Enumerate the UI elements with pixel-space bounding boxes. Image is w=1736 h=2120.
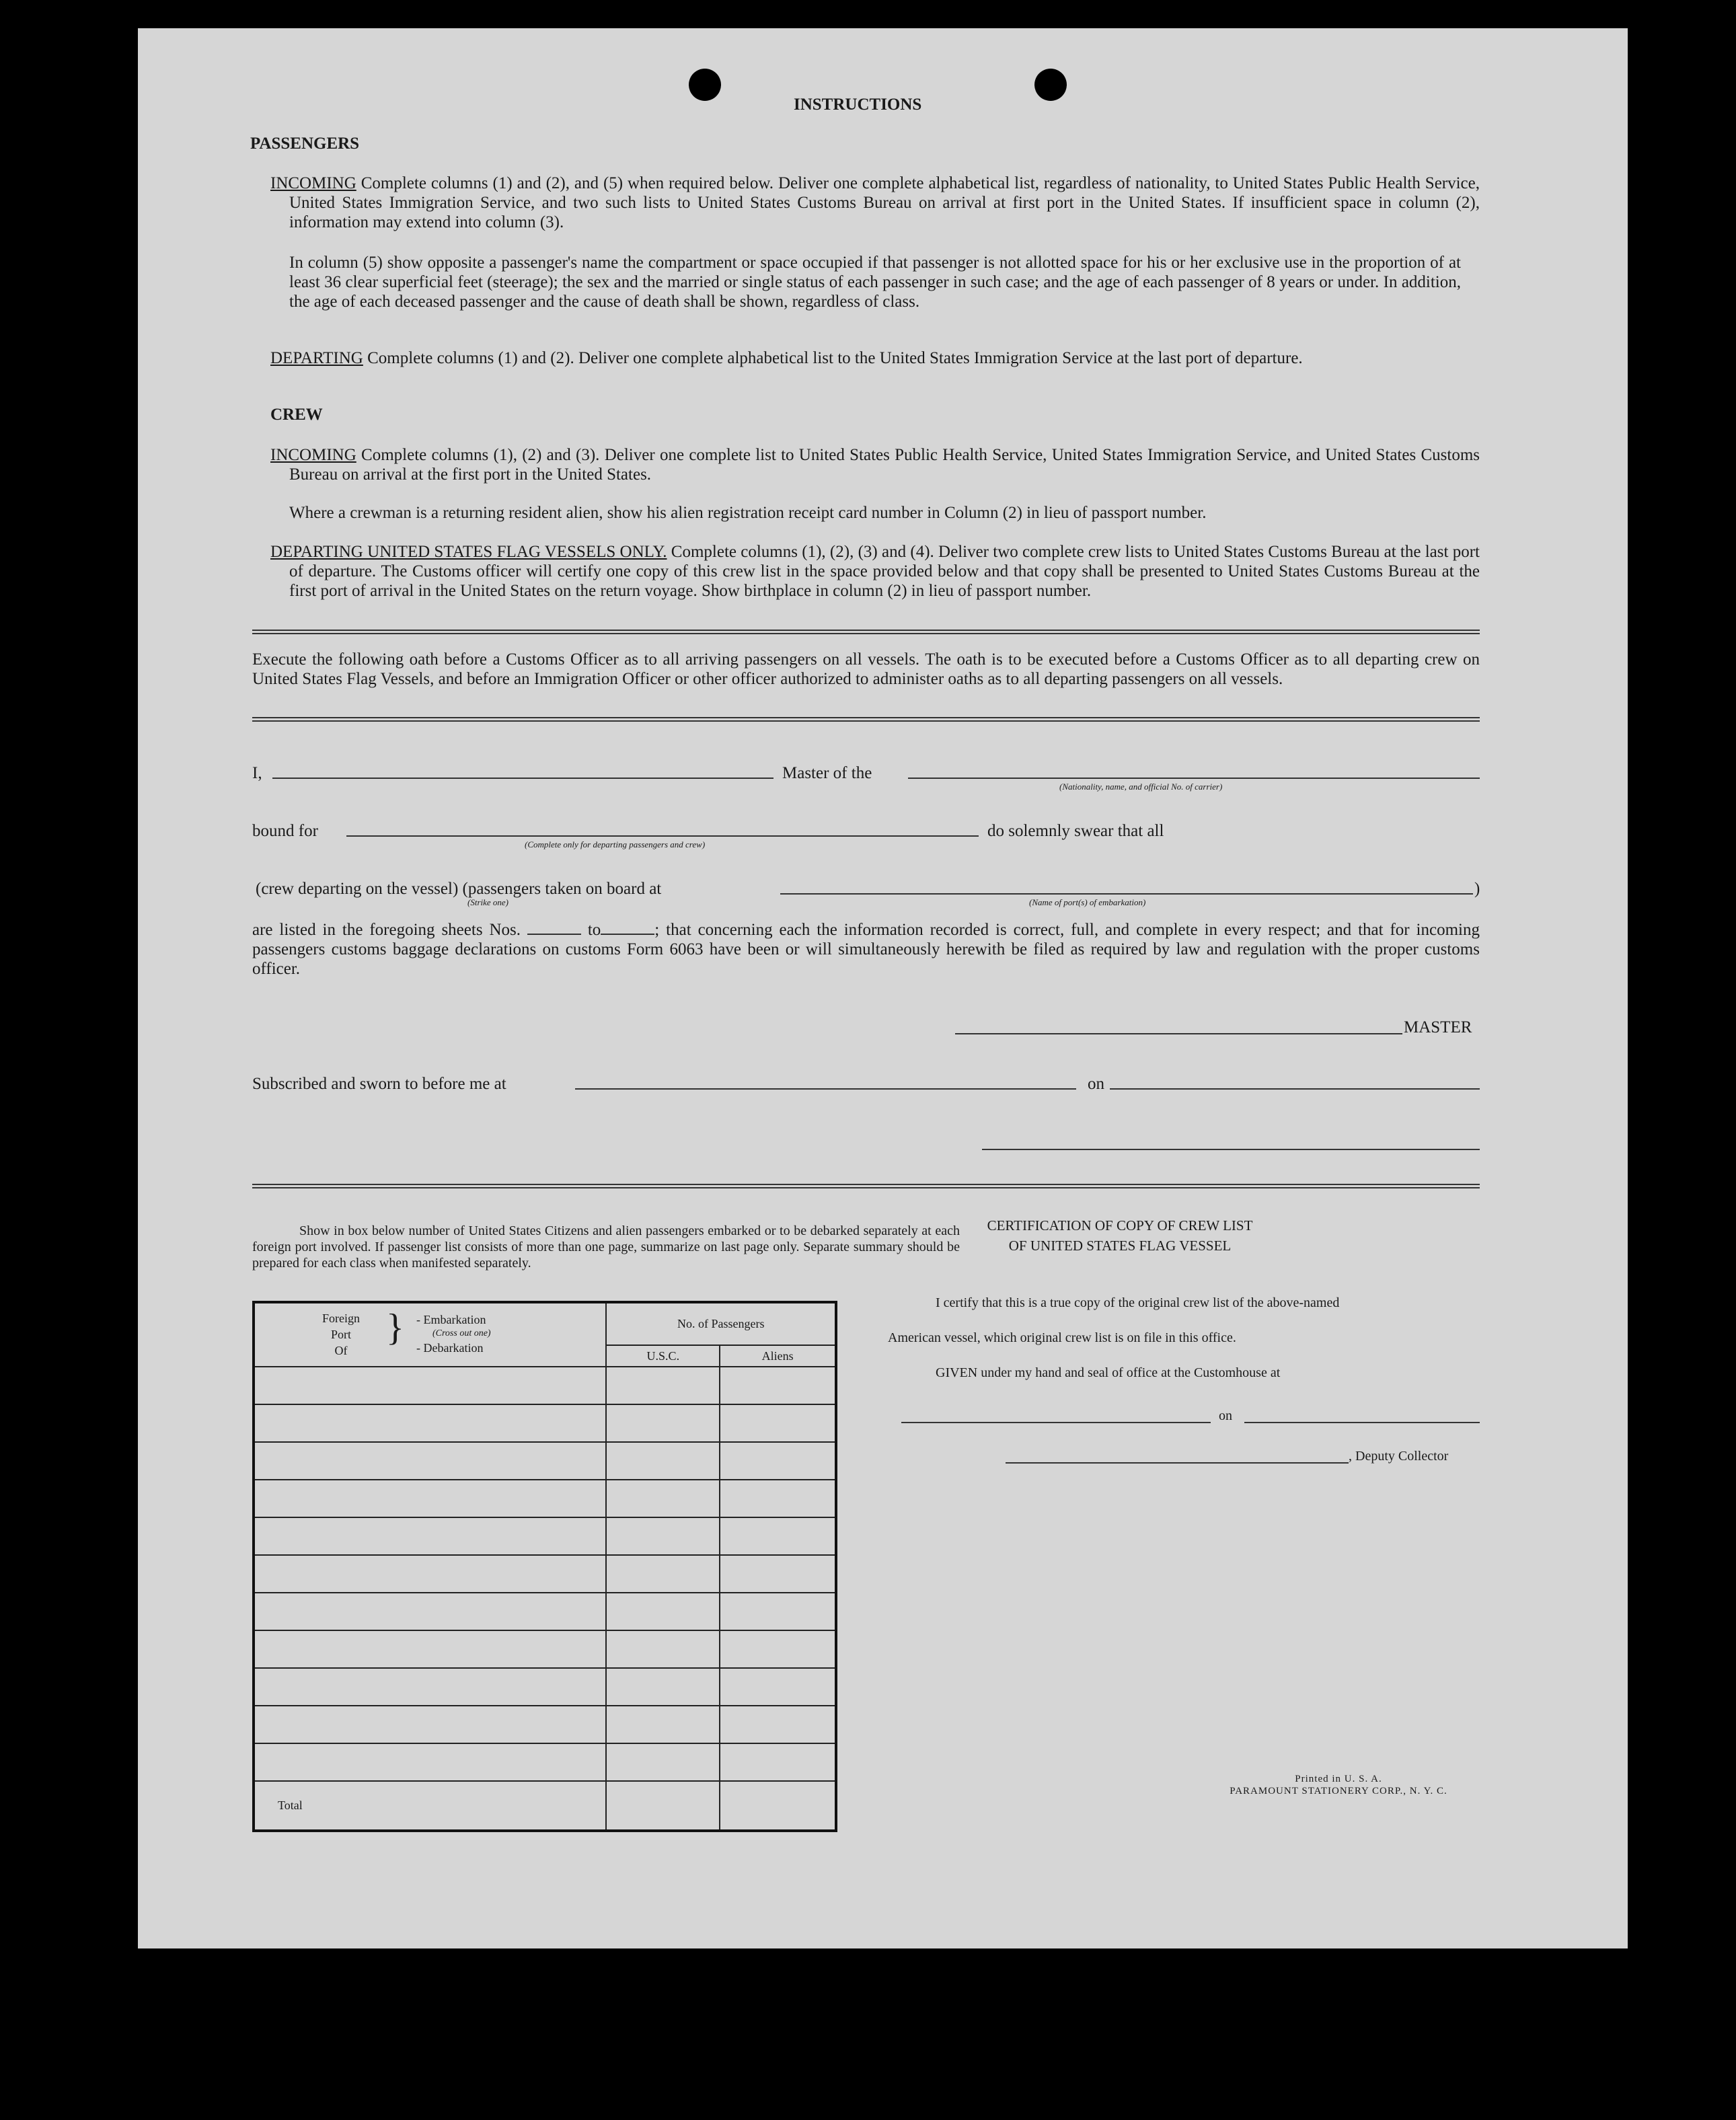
total-label: Total [254,1781,606,1831]
summary-row [254,1480,836,1517]
aliens-cell[interactable] [720,1517,836,1555]
given-text: GIVEN under my hand and seal of office at the Customhouse at [936,1365,1281,1380]
port-header-cell [254,1302,606,1367]
summary-row [254,1367,836,1404]
bound-for-caption: (Complete only for departing passengers and crew) [525,839,706,849]
cross-out-caption: (Cross out one) [432,1328,491,1338]
passengers-column5-paragraph: In column (5) show opposite a passenger's name the compartment or space occupied if that passenger is not allotted space for his or her exclusive use in the proportion of at least 36 clear superficial feet (steerage); the sex and the married or single status of each passenger in such case; and the age of each passenger of 8 years or under. In addition, the age of each deceased passenger and the cause of death shall be shown, regardless of class. [289,254,1461,311]
usc-cell[interactable] [606,1480,720,1517]
usc-cell[interactable] [606,1555,720,1593]
port-cell[interactable] [254,1743,606,1781]
master-name-field[interactable] [272,778,773,779]
passengers-departing-text: Complete columns (1) and (2). Deliver one complete alphabetical list to the United States Immigration Service at the last port of departure. [363,349,1303,367]
punch-hole-right [1034,69,1067,101]
summary-row [254,1706,836,1743]
usc-cell[interactable] [606,1404,720,1442]
listed-text: ; that concerning each the information recorded is correct, full, and complete in every respect; and that for incoming passengers customs baggage declarations on customs Form 6063 have been or will simultaneously herewith be filed as required by law and regulation with the proper customs officer. [252,921,1480,978]
usc-cell[interactable] [606,1593,720,1630]
close-paren: ) [1474,880,1480,898]
form-page [138,28,1628,1948]
usc-cell[interactable] [606,1706,720,1743]
passengers-incoming-text: Complete columns (1) and (2), and (5) when required below. Deliver one complete alphabetical list, regardless of nationality, to United States Public Health Service, United States Immigration Service, and two such lists to United States Customs Bureau on arrival at first port in the United States. If insufficient space in column (2), information may extend into column (3). [289,174,1480,231]
usc-cell[interactable] [606,1630,720,1668]
summary-row [254,1743,836,1781]
embarkation-label: - Embarkation [416,1313,486,1326]
crew-departing-paragraph [270,542,1480,601]
embarkation-options [416,1312,491,1356]
crew-resident-paragraph: Where a crewman is a returning resident alien, show his alien registration receipt card number in Column (2) in lieu of passport number. [289,504,1207,522]
aliens-header: Aliens [720,1345,836,1367]
port-label: Port [330,1328,351,1341]
bottom-divider [252,1184,1480,1188]
oath-intro: Execute the following oath before a Customs Officer as to all arriving passengers on all vessels. The oath is to be executed before a Customs Officer as to all departing crew on United States Flag Vessels, and before an Immigration Officer or other officer authorized to administer oaths as to all departing passengers on all vessels. [252,650,1480,688]
brace-icon: } [386,1307,404,1349]
aliens-cell[interactable] [720,1706,836,1743]
sheet-from-field[interactable] [527,921,581,935]
summary-row [254,1630,836,1668]
printed-line2: PARAMOUNT STATIONERY CORP., N. Y. C. [1230,1786,1447,1796]
port-cell[interactable] [254,1668,606,1706]
passenger-summary-table [252,1301,837,1832]
crew-incoming-text: Complete columns (1), (2) and (3). Deliver one complete list to United States Public Health Service, United States Immigration Service, and United States Customs Bureau on arrival at the first port in the United States. [289,446,1480,484]
passengers-incoming-paragraph [270,174,1480,232]
port-cell[interactable] [254,1593,606,1630]
aliens-cell[interactable] [720,1743,836,1781]
passengers-departing-paragraph [270,348,1480,368]
customhouse-field[interactable] [901,1422,1211,1423]
carrier-caption: (Nationality, name, and official No. of carrier) [1059,782,1223,792]
page-title: INSTRUCTIONS [794,96,922,114]
debarkation-label: - Debarkation [416,1341,484,1355]
summary-row [254,1404,836,1442]
printer-imprint [1187,1773,1490,1797]
port-cell[interactable] [254,1517,606,1555]
bound-for-label: bound for [252,822,318,840]
aliens-cell[interactable] [720,1480,836,1517]
punch-hole-left [689,69,721,101]
port-cell[interactable] [254,1706,606,1743]
deputy-signature-field[interactable] [1006,1462,1349,1464]
deputy-collector-label: , Deputy Collector [1349,1449,1449,1464]
certification-title-line1: CERTIFICATION OF COPY OF CREW LIST [987,1217,1253,1234]
master-signature-field[interactable] [955,1033,1402,1034]
subscribed-date-field[interactable] [1110,1088,1480,1090]
ports-caption: (Name of port(s) of embarkation) [1029,897,1146,907]
subscribed-label: Subscribed and sworn to before me at [252,1075,506,1093]
crew-heading: CREW [270,406,323,424]
port-cell[interactable] [254,1480,606,1517]
port-cell[interactable] [254,1555,606,1593]
officer-signature-field[interactable] [982,1149,1480,1150]
bound-for-field[interactable] [346,835,979,837]
cert-date-field[interactable] [1244,1422,1480,1423]
aliens-cell[interactable] [720,1367,836,1404]
usc-header: U.S.C. [606,1345,720,1367]
summary-row [254,1668,836,1706]
sheet-to-field[interactable] [601,921,654,935]
usc-cell[interactable] [606,1743,720,1781]
aliens-cell[interactable] [720,1404,836,1442]
total-usc-cell[interactable] [606,1781,720,1831]
printed-line1: Printed in U. S. A. [1295,1774,1382,1784]
aliens-cell[interactable] [720,1555,836,1593]
cert-on-label: on [1219,1408,1232,1423]
crew-incoming-label: INCOMING [270,446,356,464]
summary-row [254,1442,836,1480]
crew-incoming-paragraph [270,445,1480,484]
listed-paragraph [252,920,1480,979]
summary-row [254,1517,836,1555]
master-of-label: Master of the [782,764,872,782]
swear-label: do solemnly swear that all [987,822,1164,840]
of-label: Of [334,1344,348,1357]
no-of-passengers-header: No. of Passengers [606,1302,836,1345]
aliens-cell[interactable] [720,1593,836,1630]
embarkation-ports-field[interactable] [780,893,1473,895]
usc-cell[interactable] [606,1668,720,1706]
port-cell[interactable] [254,1442,606,1480]
aliens-cell[interactable] [720,1668,836,1706]
port-cell[interactable] [254,1630,606,1668]
summary-row [254,1593,836,1630]
subscribed-place-field[interactable] [575,1088,1076,1090]
summary-instructions: Show in box below number of United States Citizens and alien passengers embarked or to be debarked separately at each foreign port involved. If passenger list consists of more than one page, summarize on last page only. Separate summary should be prepared for each class when manifested separately. [252,1223,960,1271]
certification-title-line2: OF UNITED STATES FLAG VESSEL [1008,1238,1232,1254]
aliens-cell[interactable] [720,1630,836,1668]
summary-rows [254,1367,836,1781]
carrier-field[interactable] [908,778,1480,779]
aliens-cell[interactable] [720,1442,836,1480]
total-aliens-cell[interactable] [720,1781,836,1831]
strike-one-caption: (Strike one) [467,897,509,907]
certify-text-2: American vessel, which original crew list is on file in this office. [888,1330,1236,1345]
passengers-incoming-label: INCOMING [270,174,356,192]
port-cell[interactable] [254,1367,606,1404]
usc-cell[interactable] [606,1517,720,1555]
crew-departing-text: Complete columns (1), (2), (3) and (4). Deliver two complete crew lists to United States Customs Bureau at the last port of departure. The Customs officer will certify one copy of this crew list in the space provided below and that copy shall be presented to United States Customs Bureau at the first port of arrival in the United States on the return voyage. Show birthplace in column (2) in lieu of passport number. [289,543,1480,600]
oath-divider [252,717,1480,722]
listed-pre: are listed in the foregoing sheets Nos. [252,921,521,939]
crew-departing-label: (crew departing on the vessel) (passengers taken on board at [256,880,662,898]
crew-departing-label: DEPARTING UNITED STATES FLAG VESSELS ONLY. [270,543,667,561]
master-label: MASTER [1404,1018,1472,1036]
usc-cell[interactable] [606,1367,720,1404]
subscribed-on-label: on [1088,1075,1104,1093]
port-cell[interactable] [254,1404,606,1442]
section-divider [252,630,1480,634]
foreign-label: Foreign [322,1312,360,1325]
summary-row [254,1555,836,1593]
certify-text-1: I certify that this is a true copy of the original crew list of the above-named [936,1295,1340,1310]
foreign-port-of [322,1310,360,1359]
oath-i-label: I, [252,764,262,782]
listed-to: to [587,921,601,939]
passengers-heading: PASSENGERS [250,135,360,153]
usc-cell[interactable] [606,1442,720,1480]
certification-title [905,1215,1335,1256]
passengers-departing-label: DEPARTING [270,349,363,367]
